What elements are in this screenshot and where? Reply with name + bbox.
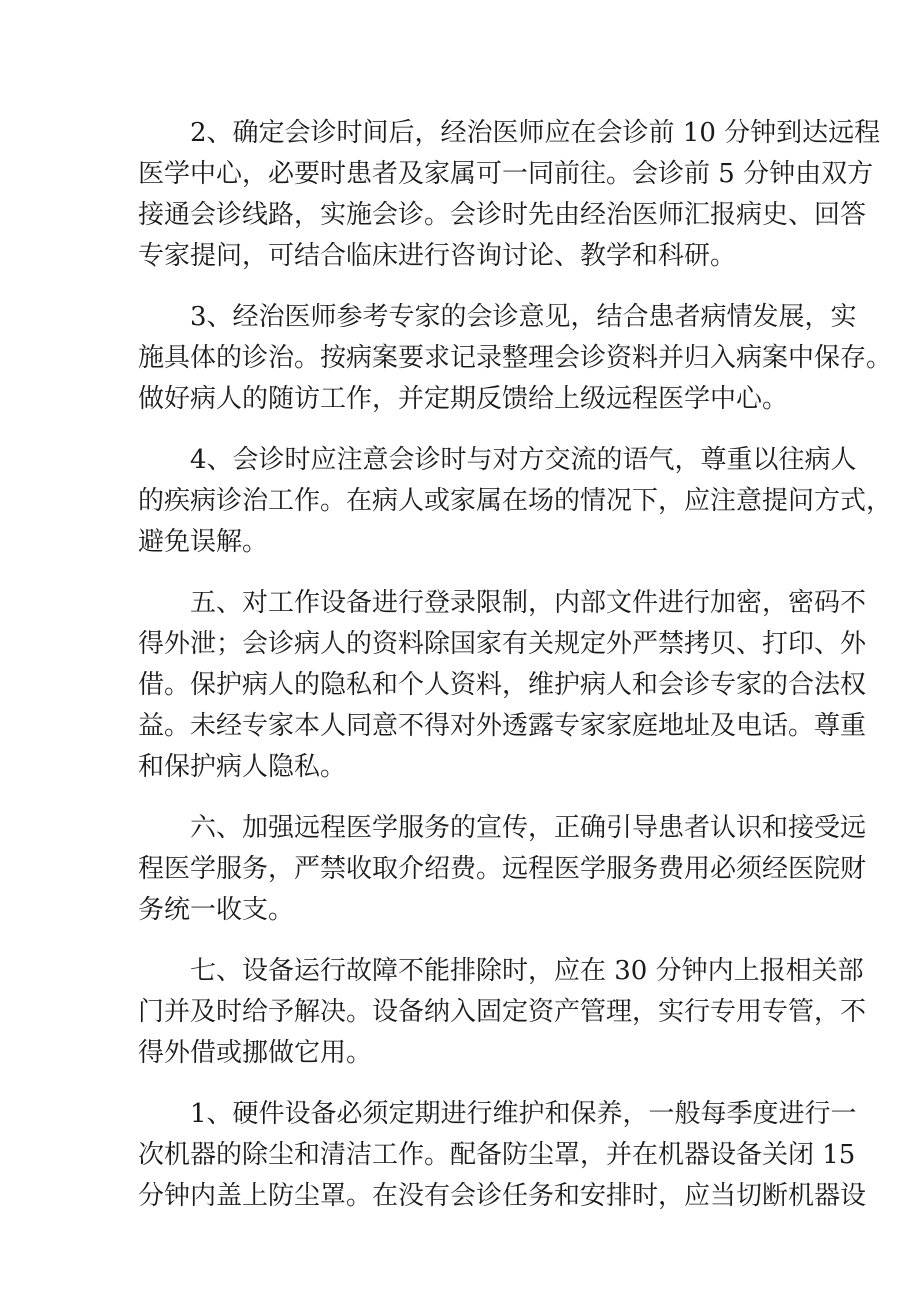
text-line: 4、会诊时应注意会诊时与对方交流的语气，尊重以往病人 (190, 445, 857, 475)
text-line: 益。未经专家本人同意不得对外透露专家家庭地址及电话。尊重 (138, 711, 867, 741)
text-line: 程医学服务，严禁收取介绍费。远程医学服务费用必须经医院财 (138, 854, 867, 884)
text-line: 六、加强远程医学服务的宣传，正确引导患者认识和接受远 (190, 813, 867, 843)
text-line: 接通会诊线路，实施会诊。会诊时先由经治医师汇报病史、回答 (138, 200, 867, 230)
text-line: 1、硬件设备必须定期进行维护和保养，一般每季度进行一 (190, 1099, 857, 1129)
text-line: 分钟内盖上防尘罩。在没有会诊任务和安排时，应当切断机器设 (138, 1181, 867, 1211)
text-line: 五、对工作设备进行登录限制，内部文件进行加密，密码不 (190, 588, 867, 618)
paragraph-1-hardware-maintenance (138, 1094, 867, 1217)
text-line: 得外借或挪做它用。 (138, 1038, 373, 1068)
text-line: 避免误解。 (138, 527, 269, 557)
text-line: 做好病人的随访工作，并定期反馈给上级远程医学中心。 (138, 384, 789, 414)
text-line: 2、确定会诊时间后，经治医师应在会诊前 10 分钟到达远程 (190, 118, 881, 148)
text-line: 医学中心，必要时患者及家属可一同前往。会诊前 5 分钟由双方 (138, 159, 874, 189)
paragraph-4-communication (138, 440, 893, 563)
text-line: 施具体的诊治。按病案要求记录整理会诊资料并归入病案中保存。 (138, 343, 893, 373)
paragraph-3-expert-opinion (138, 297, 893, 420)
text-line: 3、经治医师参考专家的会诊意见，结合患者病情发展，实 (190, 302, 857, 332)
paragraph-2-consultation-time (138, 113, 881, 277)
text-line: 得外泄；会诊病人的资料除国家有关规定外严禁拷贝、打印、外 (138, 629, 867, 659)
text-line: 借。保护病人的隐私和个人资料，维护病人和会诊专家的合法权 (138, 670, 867, 700)
document-page (138, 113, 893, 1217)
text-line: 的疾病诊治工作。在病人或家属在场的情况下，应注意提问方式， (138, 486, 893, 516)
section-five-login-restriction (138, 583, 867, 788)
section-seven-equipment-failure (138, 951, 867, 1074)
text-line: 次机器的除尘和清洁工作。配备防尘罩，并在机器设备关闭 15 (138, 1140, 856, 1170)
text-line: 和保护病人隐私。 (138, 752, 347, 782)
text-line: 门并及时给予解决。设备纳入固定资产管理，实行专用专管，不 (138, 997, 867, 1027)
text-line: 专家提问，可结合临床进行咨询讨论、教学和科研。 (138, 241, 737, 271)
text-line: 七、设备运行故障不能排除时，应在 30 分钟内上报相关部 (190, 956, 864, 986)
section-six-publicity (138, 808, 867, 931)
text-line: 务统一收支。 (138, 895, 295, 925)
